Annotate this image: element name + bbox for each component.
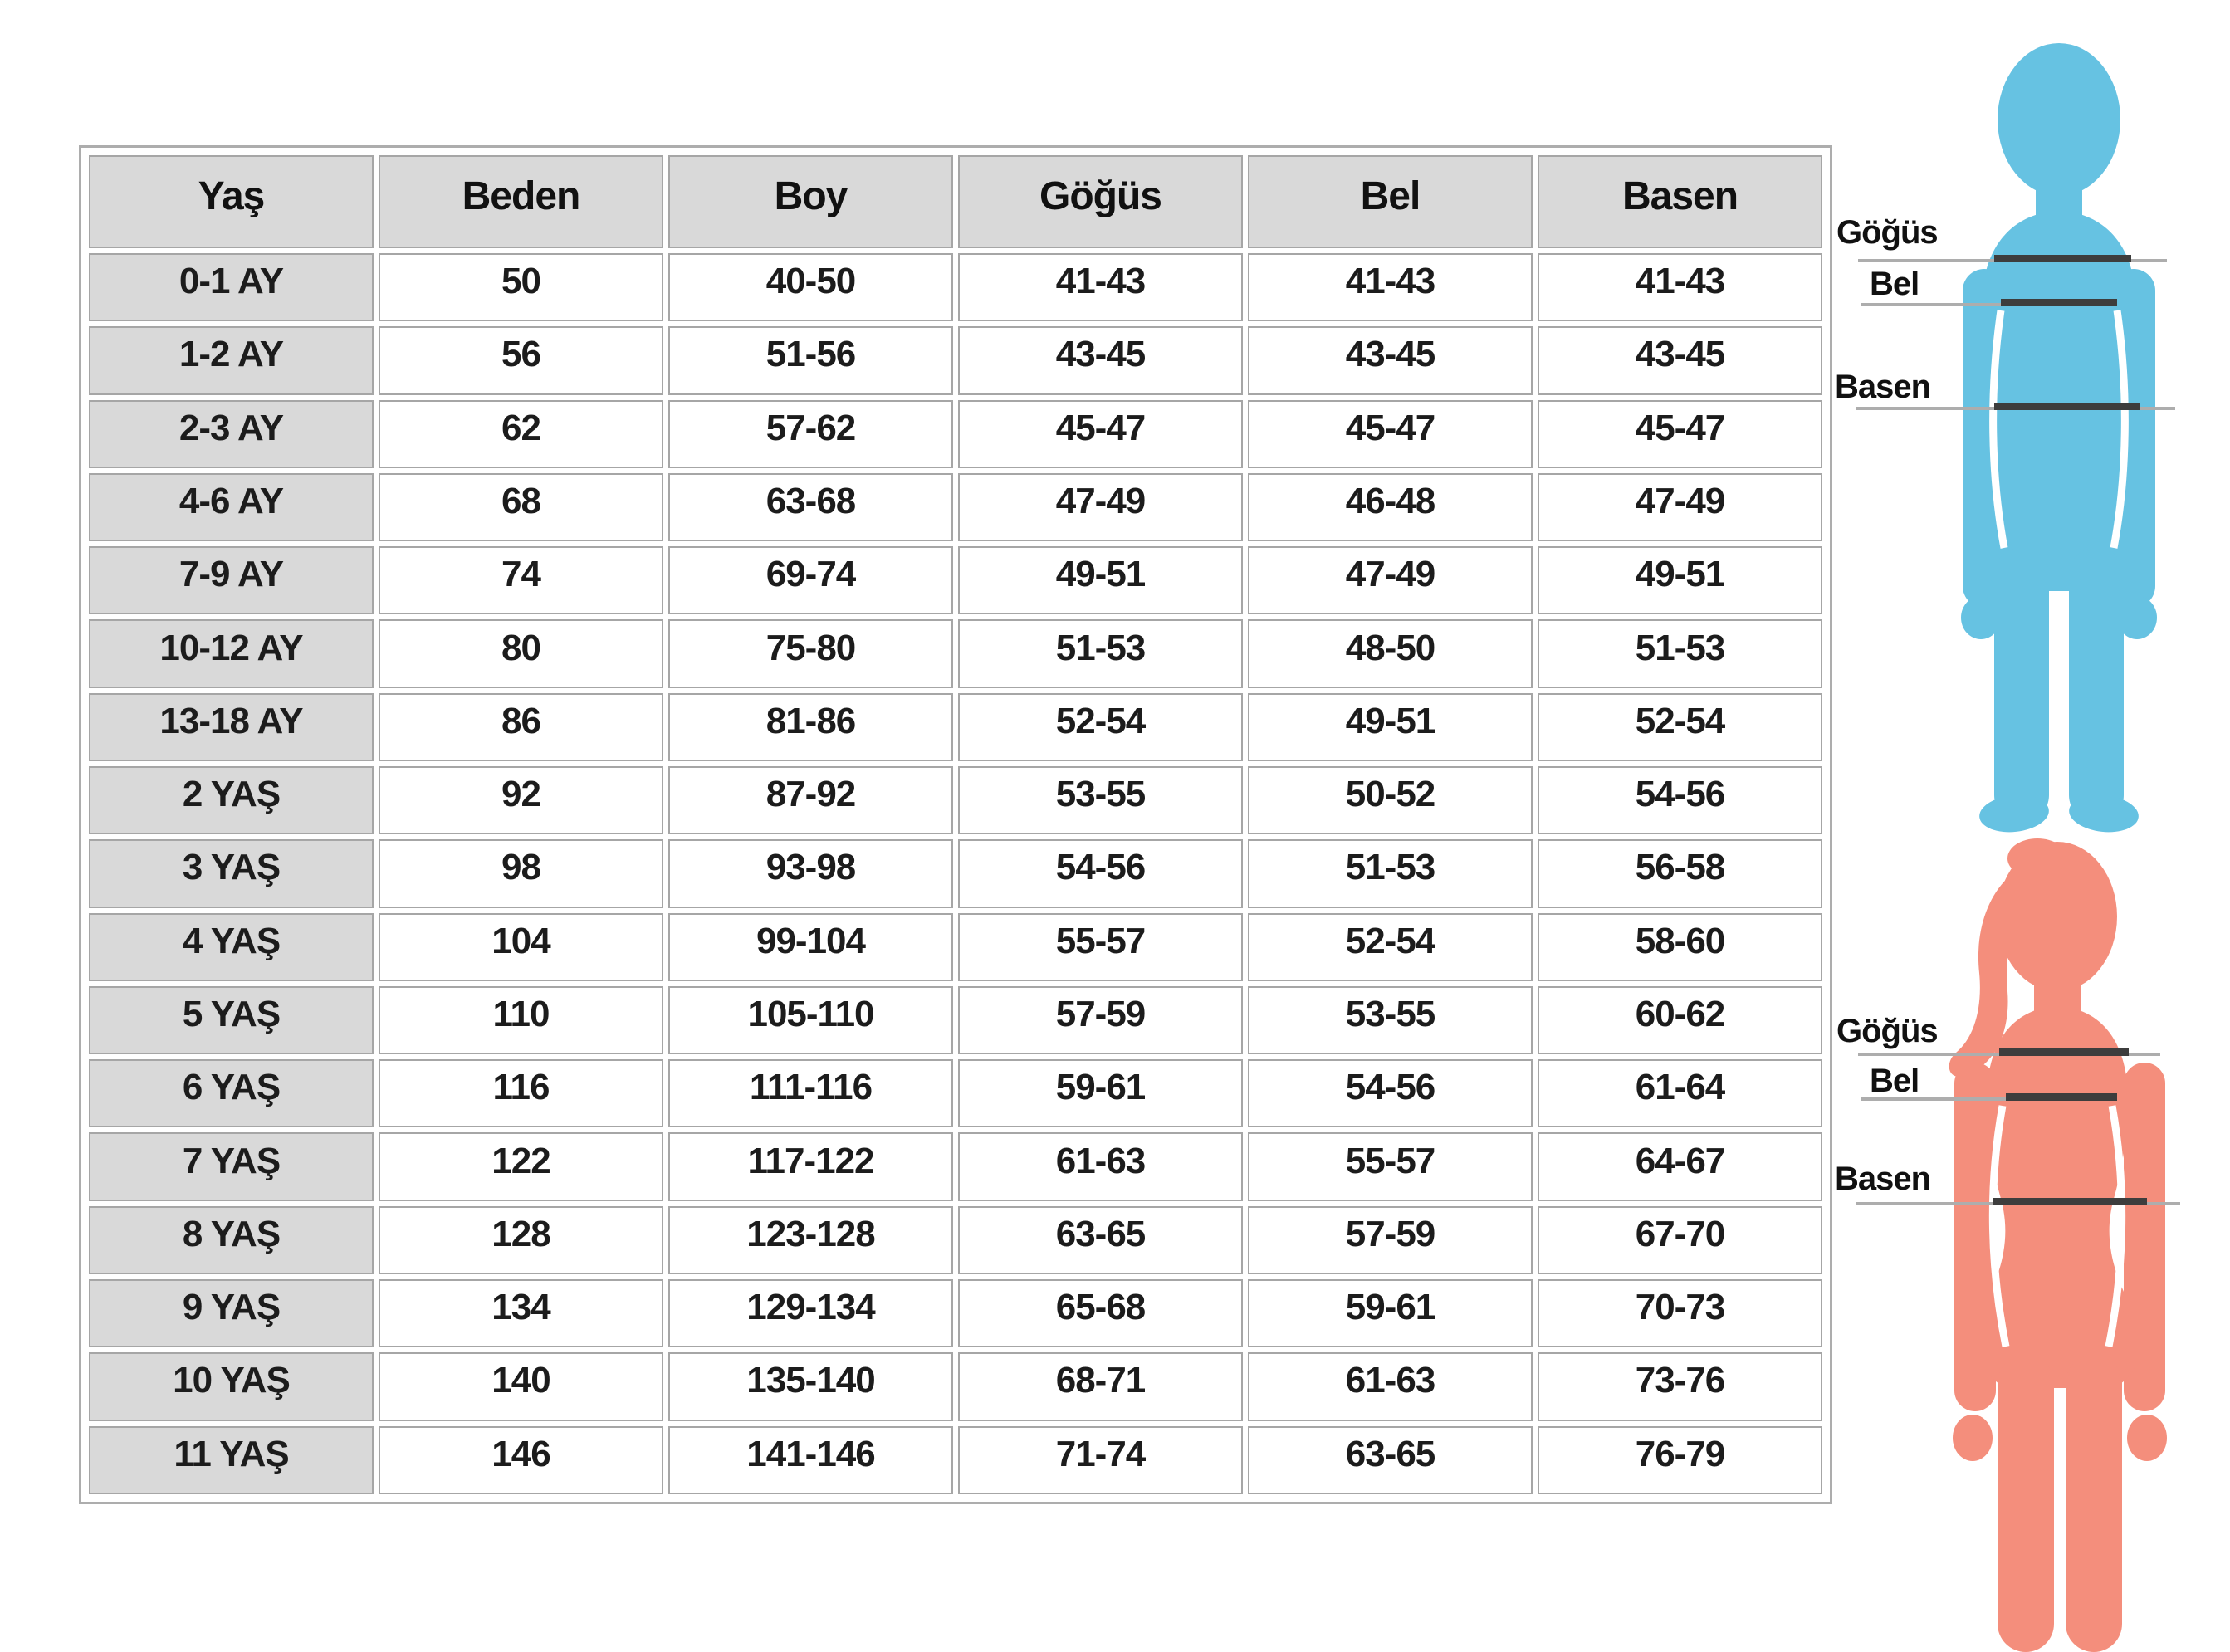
value-cell: 52-54 — [1538, 693, 1822, 761]
value-cell: 55-57 — [1248, 1132, 1533, 1200]
boy-waist-line-body-segment — [2001, 299, 2117, 306]
age-cell: 2 YAŞ — [89, 766, 374, 834]
value-cell: 98 — [379, 839, 663, 907]
value-cell: 60-62 — [1538, 986, 1822, 1054]
boy-chest-line-body-segment — [1994, 255, 2131, 262]
value-cell: 111-116 — [668, 1059, 953, 1127]
table-row — [89, 913, 1822, 981]
value-cell: 116 — [379, 1059, 663, 1127]
value-cell: 74 — [379, 546, 663, 614]
age-cell: 4-6 AY — [89, 473, 374, 541]
value-cell: 50 — [379, 253, 663, 321]
age-cell: 10 YAŞ — [89, 1352, 374, 1420]
age-cell: 6 YAŞ — [89, 1059, 374, 1127]
boy-body-shape — [1961, 43, 2157, 835]
age-cell: 7 YAŞ — [89, 1132, 374, 1200]
value-cell: 65-68 — [958, 1279, 1243, 1347]
value-cell: 129-134 — [668, 1279, 953, 1347]
value-cell: 51-53 — [958, 619, 1243, 687]
value-cell: 104 — [379, 913, 663, 981]
value-cell: 141-146 — [668, 1426, 953, 1495]
value-cell: 135-140 — [668, 1352, 953, 1420]
value-cell: 55-57 — [958, 913, 1243, 981]
value-cell: 53-55 — [958, 766, 1243, 834]
value-cell: 47-49 — [958, 473, 1243, 541]
value-cell: 52-54 — [958, 693, 1243, 761]
value-cell: 73-76 — [1538, 1352, 1822, 1420]
value-cell: 56 — [379, 326, 663, 394]
value-cell: 59-61 — [1248, 1279, 1533, 1347]
value-cell: 68 — [379, 473, 663, 541]
value-cell: 57-59 — [1248, 1206, 1533, 1274]
value-cell: 99-104 — [668, 913, 953, 981]
size-table-frame — [79, 145, 1832, 1504]
value-cell: 52-54 — [1248, 913, 1533, 981]
value-cell: 41-43 — [1248, 253, 1533, 321]
header-cell-basen: Basen — [1538, 155, 1822, 248]
value-cell: 64-67 — [1538, 1132, 1822, 1200]
age-cell: 11 YAŞ — [89, 1426, 374, 1495]
value-cell: 48-50 — [1248, 619, 1533, 687]
value-cell: 51-53 — [1538, 619, 1822, 687]
table-row — [89, 253, 1822, 321]
age-cell: 10-12 AY — [89, 619, 374, 687]
value-cell: 54-56 — [958, 839, 1243, 907]
value-cell: 92 — [379, 766, 663, 834]
table-row — [89, 326, 1822, 394]
table-row — [89, 1352, 1822, 1420]
value-cell: 51-56 — [668, 326, 953, 394]
value-cell: 67-70 — [1538, 1206, 1822, 1274]
value-cell: 93-98 — [668, 839, 953, 907]
table-row — [89, 693, 1822, 761]
value-cell: 61-63 — [958, 1132, 1243, 1200]
age-cell: 0-1 AY — [89, 253, 374, 321]
table-row — [89, 619, 1822, 687]
header-row — [89, 155, 1822, 248]
value-cell: 71-74 — [958, 1426, 1243, 1495]
girl-hip-line-body-segment — [1993, 1198, 2147, 1205]
value-cell: 69-74 — [668, 546, 953, 614]
value-cell: 51-53 — [1248, 839, 1533, 907]
value-cell: 62 — [379, 400, 663, 468]
value-cell: 43-45 — [1248, 326, 1533, 394]
value-cell: 49-51 — [958, 546, 1243, 614]
girl-silhouette-figure — [1931, 824, 2190, 1652]
age-cell: 3 YAŞ — [89, 839, 374, 907]
boy-hip-line-body-segment — [1994, 403, 2140, 410]
girl-waist-label: Bel — [1870, 1063, 1919, 1099]
value-cell: 63-65 — [958, 1206, 1243, 1274]
value-cell: 59-61 — [958, 1059, 1243, 1127]
table-row — [89, 473, 1822, 541]
table-row — [89, 1206, 1822, 1274]
value-cell: 146 — [379, 1426, 663, 1495]
value-cell: 68-71 — [958, 1352, 1243, 1420]
value-cell: 41-43 — [1538, 253, 1822, 321]
header-cell-yas: Yaş — [89, 155, 374, 248]
value-cell: 47-49 — [1248, 546, 1533, 614]
value-cell: 80 — [379, 619, 663, 687]
header-cell-bel: Bel — [1248, 155, 1533, 248]
value-cell: 122 — [379, 1132, 663, 1200]
value-cell: 63-68 — [668, 473, 953, 541]
value-cell: 75-80 — [668, 619, 953, 687]
age-cell: 7-9 AY — [89, 546, 374, 614]
value-cell: 81-86 — [668, 693, 953, 761]
value-cell: 87-92 — [668, 766, 953, 834]
value-cell: 58-60 — [1538, 913, 1822, 981]
table-row — [89, 839, 1822, 907]
value-cell: 61-64 — [1538, 1059, 1822, 1127]
table-row — [89, 986, 1822, 1054]
boy-silhouette-figure — [1941, 35, 2182, 840]
value-cell: 105-110 — [668, 986, 953, 1054]
age-cell: 13-18 AY — [89, 693, 374, 761]
value-cell: 128 — [379, 1206, 663, 1274]
value-cell: 43-45 — [958, 326, 1243, 394]
value-cell: 50-52 — [1248, 766, 1533, 834]
value-cell: 45-47 — [1538, 400, 1822, 468]
value-cell: 134 — [379, 1279, 663, 1347]
table-row — [89, 546, 1822, 614]
value-cell: 47-49 — [1538, 473, 1822, 541]
header-cell-boy: Boy — [668, 155, 953, 248]
value-cell: 41-43 — [958, 253, 1243, 321]
value-cell: 123-128 — [668, 1206, 953, 1274]
value-cell: 53-55 — [1248, 986, 1533, 1054]
age-cell: 4 YAŞ — [89, 913, 374, 981]
table-row — [89, 1426, 1822, 1495]
value-cell: 61-63 — [1248, 1352, 1533, 1420]
value-cell: 56-58 — [1538, 839, 1822, 907]
value-cell: 45-47 — [1248, 400, 1533, 468]
age-cell: 1-2 AY — [89, 326, 374, 394]
table-row — [89, 1059, 1822, 1127]
age-cell: 8 YAŞ — [89, 1206, 374, 1274]
boy-waist-label: Bel — [1870, 266, 1919, 302]
value-cell: 140 — [379, 1352, 663, 1420]
age-cell: 9 YAŞ — [89, 1279, 374, 1347]
boy-hip-label: Basen — [1835, 369, 1931, 405]
table-row — [89, 1279, 1822, 1347]
value-cell: 49-51 — [1248, 693, 1533, 761]
value-cell: 57-62 — [668, 400, 953, 468]
girl-hip-label: Basen — [1835, 1161, 1931, 1197]
value-cell: 46-48 — [1248, 473, 1533, 541]
size-table — [84, 150, 1827, 1499]
value-cell: 70-73 — [1538, 1279, 1822, 1347]
value-cell: 117-122 — [668, 1132, 953, 1200]
age-cell: 2-3 AY — [89, 400, 374, 468]
table-row — [89, 400, 1822, 468]
girl-waist-line-body-segment — [2006, 1093, 2117, 1101]
value-cell: 63-65 — [1248, 1426, 1533, 1495]
header-cell-gogus: Göğüs — [958, 155, 1243, 248]
value-cell: 54-56 — [1538, 766, 1822, 834]
value-cell: 86 — [379, 693, 663, 761]
header-cell-beden: Beden — [379, 155, 663, 248]
table-row — [89, 766, 1822, 834]
value-cell: 76-79 — [1538, 1426, 1822, 1495]
girl-chest-label: Göğüs — [1836, 1013, 1938, 1049]
value-cell: 40-50 — [668, 253, 953, 321]
value-cell: 57-59 — [958, 986, 1243, 1054]
value-cell: 54-56 — [1248, 1059, 1533, 1127]
value-cell: 49-51 — [1538, 546, 1822, 614]
value-cell: 43-45 — [1538, 326, 1822, 394]
girl-chest-line-body-segment — [1999, 1048, 2129, 1056]
age-cell: 5 YAŞ — [89, 986, 374, 1054]
value-cell: 45-47 — [958, 400, 1243, 468]
table-row — [89, 1132, 1822, 1200]
girl-body-shape — [1949, 838, 2167, 1652]
boy-chest-label: Göğüs — [1836, 214, 1938, 251]
value-cell: 110 — [379, 986, 663, 1054]
